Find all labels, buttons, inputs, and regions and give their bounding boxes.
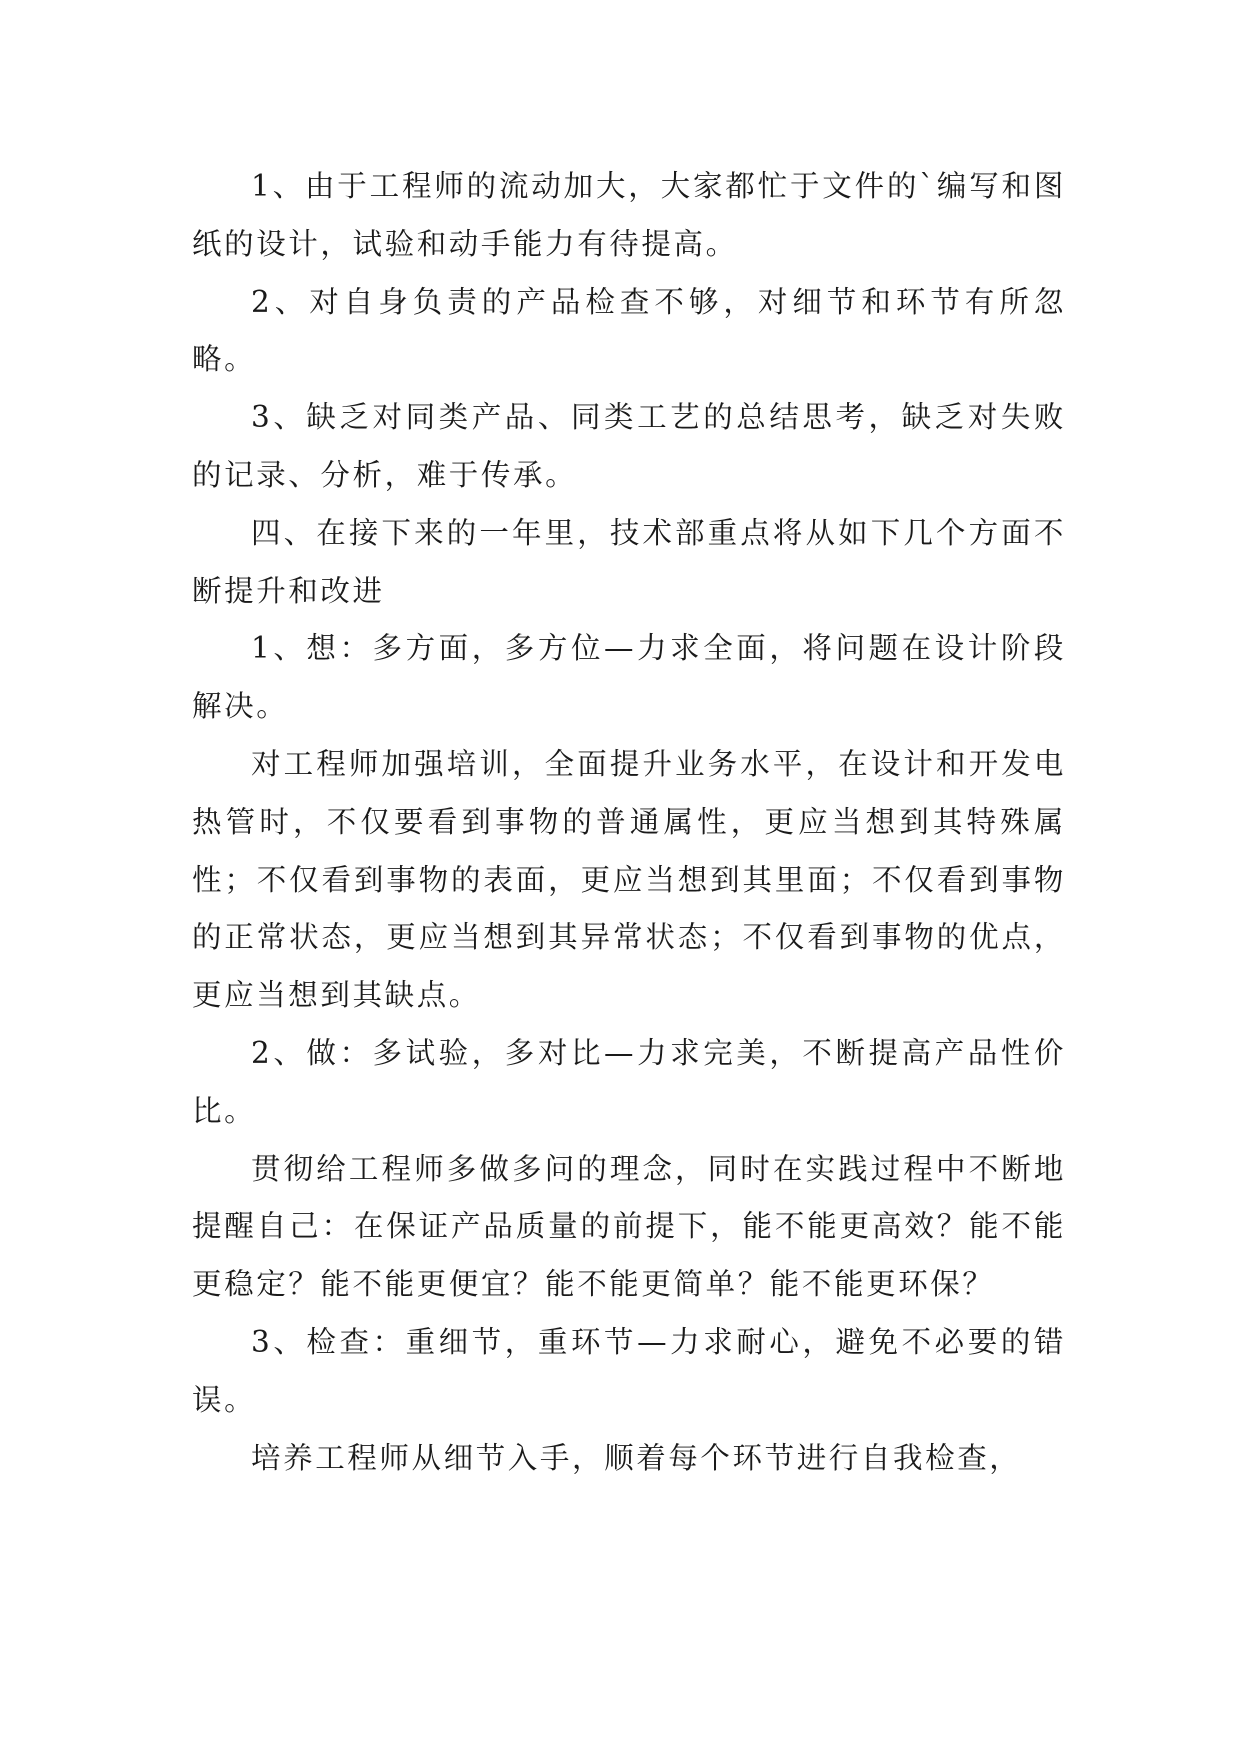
paragraph-do: 2、做：多试验，多对比—力求完美，不断提高产品性价比。 — [192, 1035, 1066, 1128]
body-text — [192, 158, 1066, 1487]
paragraph-2: 2、对自身负责的产品检查不够，对细节和环节有所忽略。 — [192, 284, 1066, 377]
paragraph-3: 3、缺乏对同类产品、同类工艺的总结思考，缺乏对失败的记录、分析，难于传承。 — [192, 400, 1066, 492]
paragraph-1: 1、由于工程师的流动加大，大家都忙于文件的`编写和图纸的设计，试验和动手能力有待提高。 — [192, 169, 1066, 261]
paragraph-do-detail: 贯彻给工程师多做多问的理念，同时在实践过程中不断地提醒自己：在保证产品质量的前提下，能不能更高效？能不能更稳定？能不能更便宜？能不能更简单？能不能更环保？ — [192, 1151, 1066, 1302]
section-heading-4: 四、在接下来的一年里，技术部重点将从如下几个方面不断提升和改进 — [192, 515, 1066, 608]
paragraph-check-detail: 培养工程师从细节入手，顺着每个环节进行自我检查， — [251, 1440, 1022, 1475]
paragraph-think: 1、想：多方面，多方位—力求全面，将问题在设计阶段解决。 — [192, 631, 1066, 724]
paragraph-think-detail: 对工程师加强培训，全面提升业务水平，在设计和开发电热管时，不仅要看到事物的普通属性，更应当想到其特殊属性；不仅看到事物的表面，更应当想到其里面；不仅看到事物的正常状态，更应当想到其异常状态；不仅看到事物的优点，更应当想到其缺点。 — [192, 746, 1066, 1013]
paragraph-check: 3、检查：重细节，重环节—力求耐心，避免不必要的错误。 — [192, 1324, 1066, 1417]
